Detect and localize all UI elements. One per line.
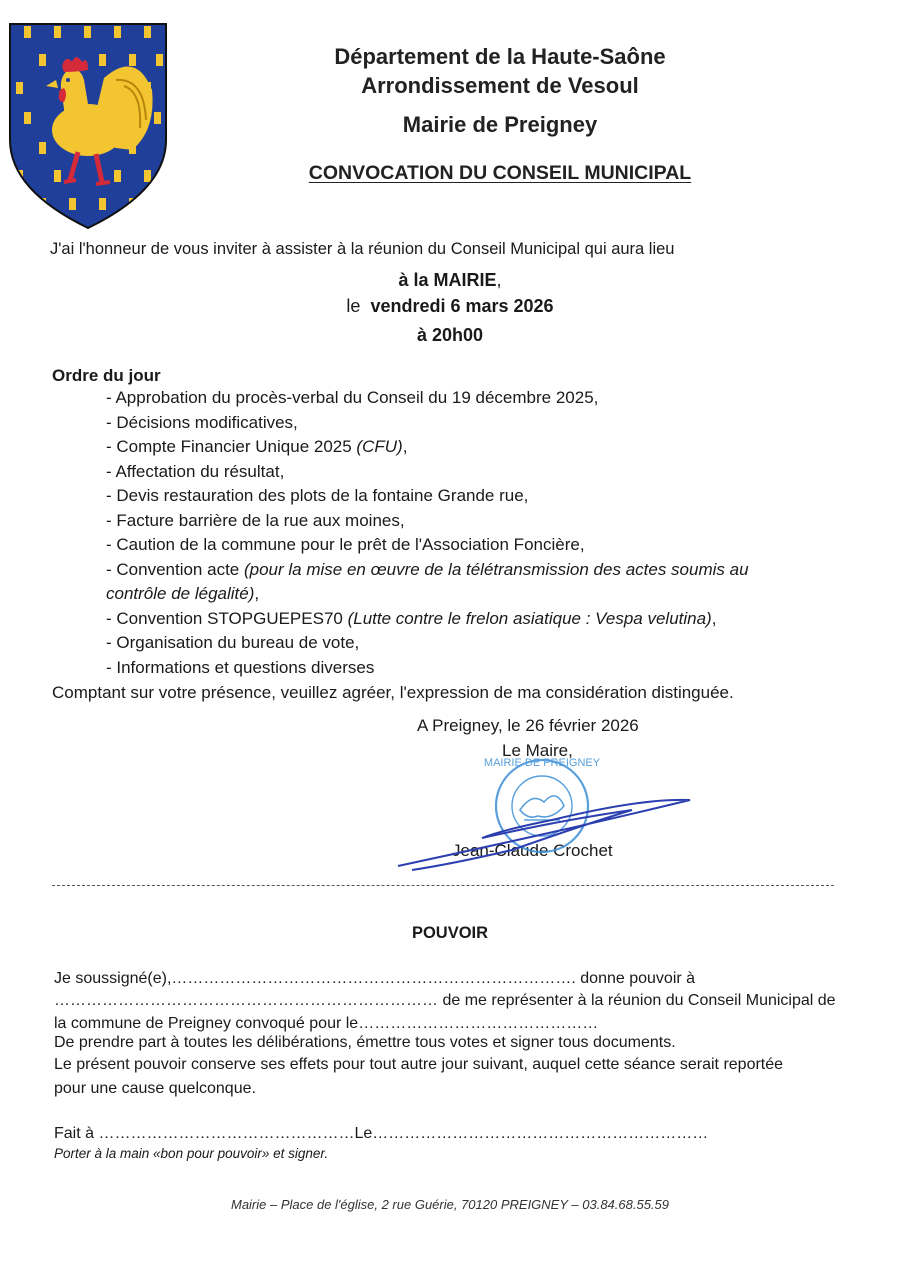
agenda-item: - Caution de la commune pour le prêt de l'Association Foncière, xyxy=(106,535,585,554)
place-text: à la MAIRIE xyxy=(398,270,497,290)
agenda-item: - Affectation du résultat, xyxy=(106,461,285,481)
stamp-text: MAIRIE DE PREIGNEY xyxy=(483,758,601,769)
invitation-time xyxy=(150,325,750,346)
mairie-stamp-signature xyxy=(392,758,712,878)
header-departement: Département de la Haute-Saône xyxy=(334,44,666,69)
invitation-date xyxy=(150,296,750,317)
agenda-item: - Décisions modificatives, xyxy=(106,412,298,432)
cut-line-divider xyxy=(52,885,834,886)
pouvoir-line: Le présent pouvoir conserve ses effets pour tout autre jour suivant, auquel cette séance serait reportée xyxy=(54,1056,784,1073)
coat-of-arms-logo xyxy=(6,20,170,232)
agenda-item: - Convention STOPGUEPES70 (Lutte contre le frelon asiatique : Vespa velutina), xyxy=(106,608,717,628)
agenda-item: - Approbation du procès-verbal du Conseil du 19 décembre 2025, xyxy=(106,388,599,407)
pouvoir-line: pour une cause quelconque. xyxy=(54,1080,256,1097)
pouvoir-line: la commune de Preigney convoqué pour le……………………………………… xyxy=(54,1015,599,1032)
signature-role: Le Maire, xyxy=(502,741,573,760)
time-text: à 20h00 xyxy=(416,325,484,345)
pouvoir-line: ……………………………………………………………… de me représenter à la réunion du Conseil Municipal de xyxy=(54,992,836,1009)
agenda-item: - Organisation du bureau de vote, xyxy=(106,633,360,652)
stamp-icon xyxy=(484,758,601,852)
agenda-list xyxy=(106,386,826,680)
header-mairie: Mairie de Preigney xyxy=(402,112,598,137)
agenda-item: - Compte Financier Unique 2025 (CFU), xyxy=(106,437,408,456)
signature-place-date: A Preigney, le 26 février 2026 xyxy=(417,716,639,735)
invitation-place xyxy=(150,270,750,291)
agenda-item: - Convention acte (pour la mise en œuvre de la télétransmission des actes soumis au contrôle de légalité), xyxy=(106,559,749,603)
pouvoir-line: Je soussigné(e),…………………………………………………………………. donne pouvoir à xyxy=(54,970,696,987)
signature-name: Jean-Claude Crochet xyxy=(452,841,613,860)
pouvoir-line: De prendre part à toutes les délibérations, émettre tous votes et signer tous documents. xyxy=(54,1034,676,1051)
agenda-item: - Informations et questions diverses xyxy=(106,657,375,677)
page-title: CONVOCATION DU CONSEIL MUNICIPAL xyxy=(308,162,692,184)
invitation-text: J'ai l'honneur de vous inviter à assister à la réunion du Conseil Municipal qui aura lieu xyxy=(50,240,675,258)
date-text: vendredi 6 mars 2026 xyxy=(370,296,554,316)
footer-address: Mairie – Place de l'église, 2 rue Guérie, 70120 PREIGNEY – 03.84.68.55.59 xyxy=(230,1197,669,1212)
pouvoir-title: POUVOIR xyxy=(411,924,489,942)
agenda-item: - Facture barrière de la rue aux moines, xyxy=(106,510,405,530)
date-prefix: le xyxy=(346,296,361,316)
header-arrondissement: Arrondissement de Vesoul xyxy=(361,73,639,98)
closing-text: Comptant sur votre présence, veuillez agréer, l'expression de ma considération distinguée. xyxy=(52,683,734,702)
agenda-title: Ordre du jour xyxy=(52,366,161,385)
agenda-item: - Devis restauration des plots de la fontaine Grande rue, xyxy=(106,486,529,505)
pouvoir-fait-line: Fait à …………………………………………Le……………………………………………………… xyxy=(54,1125,709,1142)
pouvoir-note: Porter à la main «bon pour pouvoir» et signer. xyxy=(54,1146,329,1161)
place-suffix: , xyxy=(496,270,502,290)
handwritten-signature xyxy=(398,800,690,870)
